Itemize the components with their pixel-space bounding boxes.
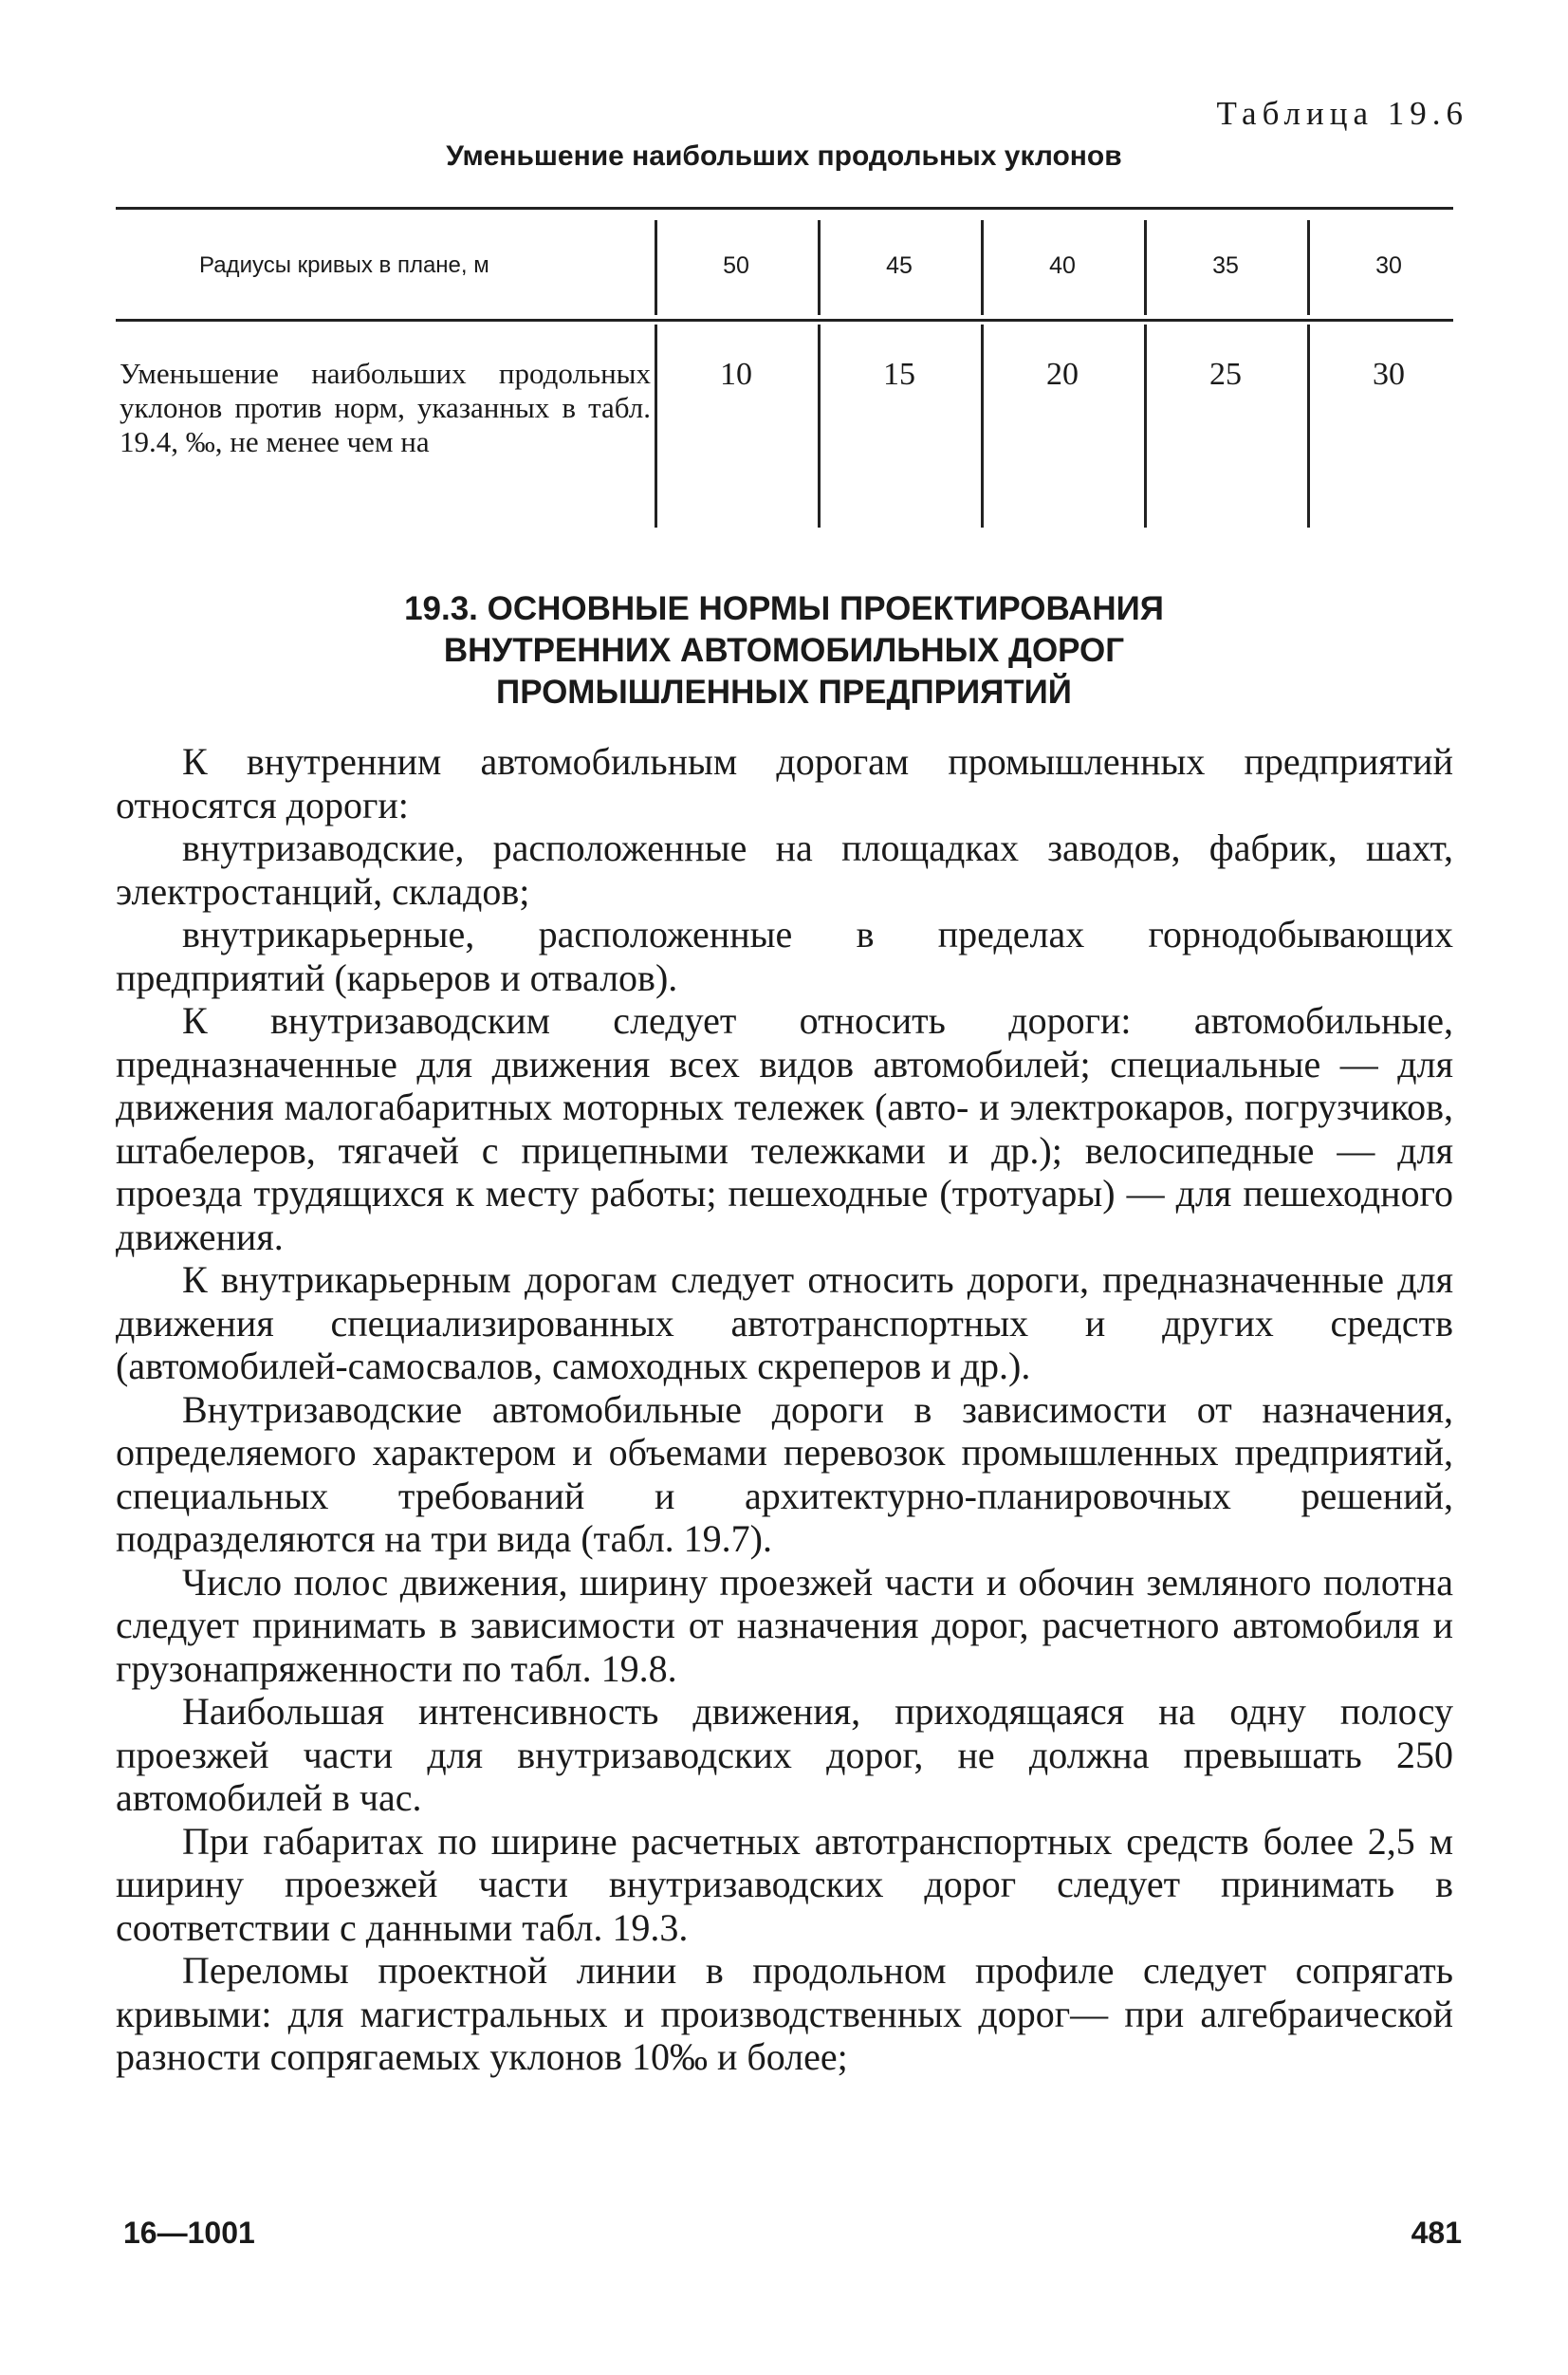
column-divider bbox=[818, 220, 821, 315]
paragraph: Число полос движения, ширину проезжей части и обочин земляного полотна следует принимать в зависимости от назначения дорог, расчетного автомобиля и грузонапряженности по табл. 19.8. bbox=[116, 1560, 1453, 1690]
column-divider bbox=[1307, 220, 1310, 315]
column-divider bbox=[655, 325, 657, 528]
reduction-cell: 25 bbox=[1209, 357, 1242, 392]
paragraph: К внутренним автомобильным дорогам промышленных предприятий относятся дороги: bbox=[116, 740, 1453, 826]
paragraph: При габаритах по ширине расчетных автотранспортных средств более 2,5 м ширину проезжей части внутризаводских дорог следует принимать в соответствии с данными табл. 19.3. bbox=[116, 1819, 1453, 1949]
column-divider bbox=[981, 220, 984, 315]
paragraph: внутрикарьерные, расположенные в пределах горнодобывающих предприятий (карьеров и отвалов). bbox=[116, 913, 1453, 999]
header-radius-cell: 50 bbox=[723, 252, 749, 279]
column-divider bbox=[655, 220, 657, 315]
table-top-rule bbox=[116, 207, 1453, 210]
section-heading bbox=[0, 588, 1568, 714]
paragraph: К внутризаводским следует относить дороги: автомобильные, предназначенные для движения всех видов автомобилей; специальные — для движения малогабаритных моторных тележек (авто- и электрокаров, погрузчиков, штабелеров, тягачей с прицепными тележками и др.); велосипедные — для проезда трудящихся к месту работы; пешеходные (тротуары) — для пешеходного движения. bbox=[116, 999, 1453, 1258]
paragraph: внутризаводские, расположенные на площадках заводов, фабрик, шахт, электростанций, складов; bbox=[116, 826, 1453, 913]
reduction-cell: 20 bbox=[1046, 357, 1079, 392]
column-divider bbox=[1144, 220, 1147, 315]
header-radius-cell: 45 bbox=[886, 252, 913, 279]
section-heading-line: 19.3. ОСНОВНЫЕ НОРМЫ ПРОЕКТИРОВАНИЯ bbox=[404, 590, 1164, 627]
reduction-cell: 15 bbox=[883, 357, 915, 392]
table-number: Таблица 19.6 bbox=[1216, 95, 1468, 132]
header-radius-label: Радиусы кривых в плане, м bbox=[199, 252, 489, 278]
column-divider bbox=[1307, 325, 1310, 528]
reduction-cell: 30 bbox=[1373, 357, 1405, 392]
reduction-cell: 10 bbox=[720, 357, 752, 392]
header-radius-cell: 30 bbox=[1375, 252, 1402, 279]
column-divider bbox=[981, 325, 984, 528]
table-title: Уменьшение наибольших продольных уклонов bbox=[446, 140, 1122, 172]
page-number: 481 bbox=[1411, 2216, 1462, 2250]
column-divider bbox=[818, 325, 821, 528]
paragraph: Наибольшая интенсивность движения, приходящаяся на одну полосу проезжей части для внутризаводских дорог, не должна превышать 250 автомобилей в час. bbox=[116, 1690, 1453, 1819]
printer-signature: 16—1001 bbox=[123, 2216, 255, 2250]
body-text bbox=[116, 740, 1453, 2079]
header-radius-cell: 35 bbox=[1212, 252, 1239, 279]
paragraph: Внутризаводские автомобильные дороги в зависимости от назначения, определяемого характером и объемами перевозок промышленных предприятий, специальных требований и архитектурно-планировочных решений, подразделяются на три вида (табл. 19.7). bbox=[116, 1387, 1453, 1560]
paragraph: К внутрикарьерным дорогам следует относить дороги, предназначенные для движения специализированных автотранспортных и других средств (автомобилей-самосвалов, самоходных скреперов и др.). bbox=[116, 1258, 1453, 1387]
paragraph: Переломы проектной линии в продольном профиле следует сопрягать кривыми: для магистральных и производственных дорог— при алгебраической разности сопрягаемых уклонов 10‰ и более; bbox=[116, 1949, 1453, 2078]
column-divider bbox=[1144, 325, 1147, 528]
table-header-rule bbox=[116, 319, 1453, 322]
section-heading-line: ВНУТРЕННИХ АВТОМОБИЛЬНЫХ ДОРОГ bbox=[443, 632, 1125, 669]
row-reduction-label: Уменьшение наибольших продольных уклонов против норм, указанных в табл. 19.4, ‰, не менее чем на bbox=[120, 357, 651, 458]
header-radius-cell: 40 bbox=[1049, 252, 1076, 279]
section-heading-line: ПРОМЫШЛЕННЫХ ПРЕДПРИЯТИЙ bbox=[496, 674, 1072, 711]
